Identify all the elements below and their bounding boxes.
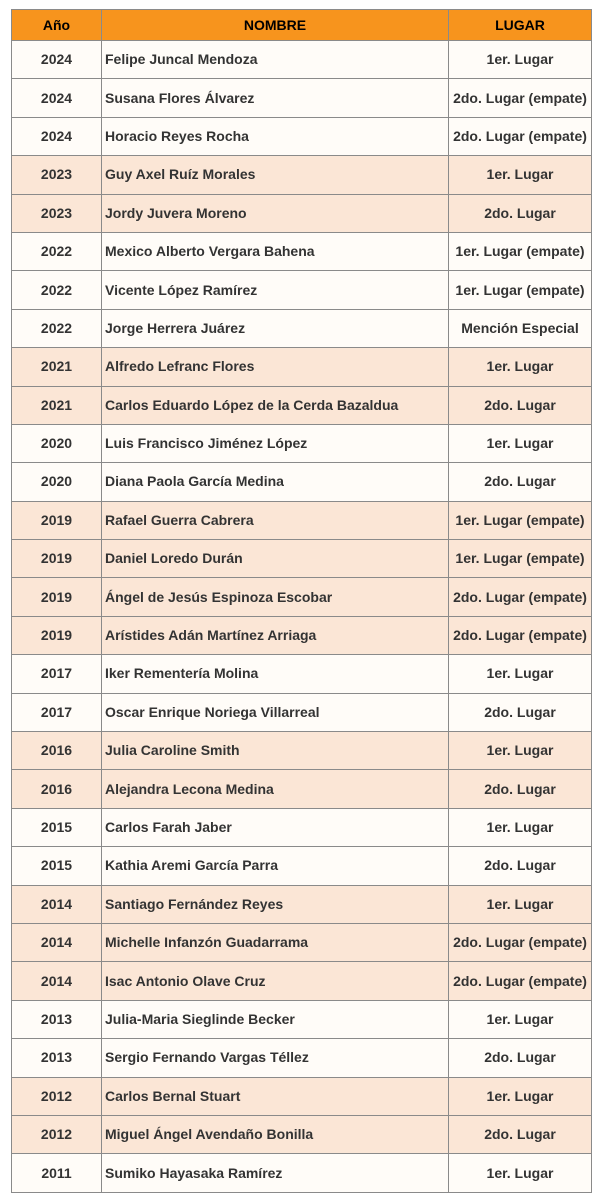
year-cell: 2020	[12, 424, 102, 462]
table-row	[12, 156, 592, 194]
name-cell: Rafael Guerra Cabrera	[102, 501, 449, 539]
name-cell: Carlos Bernal Stuart	[102, 1077, 449, 1115]
winners-table-container	[11, 9, 591, 1193]
name-cell: Ángel de Jesús Espinoza Escobar	[102, 578, 449, 616]
name-cell: Oscar Enrique Noriega Villarreal	[102, 693, 449, 731]
name-cell: Iker Rementería Molina	[102, 655, 449, 693]
name-cell: Sergio Fernando Vargas Téllez	[102, 1039, 449, 1077]
table-row	[12, 194, 592, 232]
table-row	[12, 885, 592, 923]
place-cell: 2do. Lugar	[449, 693, 592, 731]
name-cell: Diana Paola García Medina	[102, 463, 449, 501]
name-cell: Mexico Alberto Vergara Bahena	[102, 232, 449, 270]
table-row	[12, 693, 592, 731]
name-cell: Jorge Herrera Juárez	[102, 309, 449, 347]
year-cell: 2019	[12, 501, 102, 539]
name-cell: Daniel Loredo Durán	[102, 540, 449, 578]
place-cell: 1er. Lugar	[449, 655, 592, 693]
header-name: NOMBRE	[102, 10, 449, 41]
place-cell: 2do. Lugar	[449, 386, 592, 424]
name-cell: Carlos Eduardo López de la Cerda Bazaldua	[102, 386, 449, 424]
name-cell: Horacio Reyes Rocha	[102, 117, 449, 155]
table-row	[12, 1000, 592, 1038]
place-cell: 2do. Lugar (empate)	[449, 962, 592, 1000]
place-cell: 2do. Lugar (empate)	[449, 923, 592, 961]
year-cell: 2019	[12, 578, 102, 616]
header-year: Año	[12, 10, 102, 41]
year-cell: 2015	[12, 808, 102, 846]
place-cell: 1er. Lugar	[449, 885, 592, 923]
table-row	[12, 41, 592, 79]
year-cell: 2014	[12, 885, 102, 923]
header-place: LUGAR	[449, 10, 592, 41]
name-cell: Kathia Aremi García Parra	[102, 847, 449, 885]
name-cell: Susana Flores Álvarez	[102, 79, 449, 117]
year-cell: 2023	[12, 194, 102, 232]
table-row	[12, 117, 592, 155]
table-row	[12, 923, 592, 961]
table-row	[12, 540, 592, 578]
table-header-row	[12, 10, 592, 41]
table-row	[12, 655, 592, 693]
place-cell: 1er. Lugar (empate)	[449, 271, 592, 309]
table-row	[12, 1077, 592, 1115]
table-row	[12, 1115, 592, 1153]
table-row	[12, 271, 592, 309]
place-cell: 1er. Lugar	[449, 1154, 592, 1192]
name-cell: Sumiko Hayasaka Ramírez	[102, 1154, 449, 1192]
year-cell: 2020	[12, 463, 102, 501]
place-cell: 2do. Lugar (empate)	[449, 79, 592, 117]
table-row	[12, 463, 592, 501]
place-cell: 1er. Lugar	[449, 1077, 592, 1115]
table-row	[12, 578, 592, 616]
year-cell: 2021	[12, 348, 102, 386]
place-cell: 1er. Lugar	[449, 808, 592, 846]
table-row	[12, 732, 592, 770]
name-cell: Vicente López Ramírez	[102, 271, 449, 309]
year-cell: 2012	[12, 1115, 102, 1153]
place-cell: 1er. Lugar (empate)	[449, 232, 592, 270]
year-cell: 2016	[12, 732, 102, 770]
year-cell: 2024	[12, 41, 102, 79]
year-cell: 2011	[12, 1154, 102, 1192]
place-cell: 1er. Lugar (empate)	[449, 501, 592, 539]
name-cell: Arístides Adán Martínez Arriaga	[102, 616, 449, 654]
name-cell: Alfredo Lefranc Flores	[102, 348, 449, 386]
table-row	[12, 1039, 592, 1077]
table-row	[12, 309, 592, 347]
year-cell: 2017	[12, 693, 102, 731]
year-cell: 2014	[12, 962, 102, 1000]
place-cell: 2do. Lugar	[449, 847, 592, 885]
place-cell: 2do. Lugar (empate)	[449, 616, 592, 654]
place-cell: 1er. Lugar	[449, 348, 592, 386]
name-cell: Miguel Ángel Avendaño Bonilla	[102, 1115, 449, 1153]
table-row	[12, 962, 592, 1000]
place-cell: 2do. Lugar (empate)	[449, 578, 592, 616]
year-cell: 2024	[12, 117, 102, 155]
table-row	[12, 770, 592, 808]
place-cell: 1er. Lugar	[449, 732, 592, 770]
place-cell: 1er. Lugar	[449, 156, 592, 194]
table-row	[12, 847, 592, 885]
year-cell: 2017	[12, 655, 102, 693]
year-cell: 2019	[12, 616, 102, 654]
name-cell: Julia-Maria Sieglinde Becker	[102, 1000, 449, 1038]
year-cell: 2014	[12, 923, 102, 961]
year-cell: 2015	[12, 847, 102, 885]
table-row	[12, 79, 592, 117]
table-row	[12, 1154, 592, 1192]
name-cell: Felipe Juncal Mendoza	[102, 41, 449, 79]
year-cell: 2012	[12, 1077, 102, 1115]
year-cell: 2022	[12, 271, 102, 309]
place-cell: 1er. Lugar	[449, 1000, 592, 1038]
table-row	[12, 232, 592, 270]
place-cell: 1er. Lugar	[449, 424, 592, 462]
year-cell: 2021	[12, 386, 102, 424]
year-cell: 2023	[12, 156, 102, 194]
name-cell: Julia Caroline Smith	[102, 732, 449, 770]
place-cell: 2do. Lugar	[449, 463, 592, 501]
name-cell: Isac Antonio Olave Cruz	[102, 962, 449, 1000]
year-cell: 2013	[12, 1039, 102, 1077]
place-cell: 2do. Lugar (empate)	[449, 117, 592, 155]
table-row	[12, 501, 592, 539]
year-cell: 2022	[12, 232, 102, 270]
year-cell: 2022	[12, 309, 102, 347]
name-cell: Michelle Infanzón Guadarrama	[102, 923, 449, 961]
name-cell: Alejandra Lecona Medina	[102, 770, 449, 808]
name-cell: Guy Axel Ruíz Morales	[102, 156, 449, 194]
place-cell: 2do. Lugar	[449, 194, 592, 232]
winners-table	[11, 9, 592, 1193]
year-cell: 2013	[12, 1000, 102, 1038]
name-cell: Jordy Juvera Moreno	[102, 194, 449, 232]
year-cell: 2016	[12, 770, 102, 808]
name-cell: Santiago Fernández Reyes	[102, 885, 449, 923]
place-cell: 2do. Lugar	[449, 1039, 592, 1077]
place-cell: 1er. Lugar (empate)	[449, 540, 592, 578]
place-cell: 2do. Lugar	[449, 1115, 592, 1153]
year-cell: 2019	[12, 540, 102, 578]
table-row	[12, 424, 592, 462]
table-row	[12, 348, 592, 386]
table-row	[12, 616, 592, 654]
table-body	[12, 41, 592, 1193]
place-cell: 1er. Lugar	[449, 41, 592, 79]
name-cell: Carlos Farah Jaber	[102, 808, 449, 846]
place-cell: Mención Especial	[449, 309, 592, 347]
year-cell: 2024	[12, 79, 102, 117]
table-row	[12, 386, 592, 424]
table-row	[12, 808, 592, 846]
name-cell: Luis Francisco Jiménez López	[102, 424, 449, 462]
place-cell: 2do. Lugar	[449, 770, 592, 808]
